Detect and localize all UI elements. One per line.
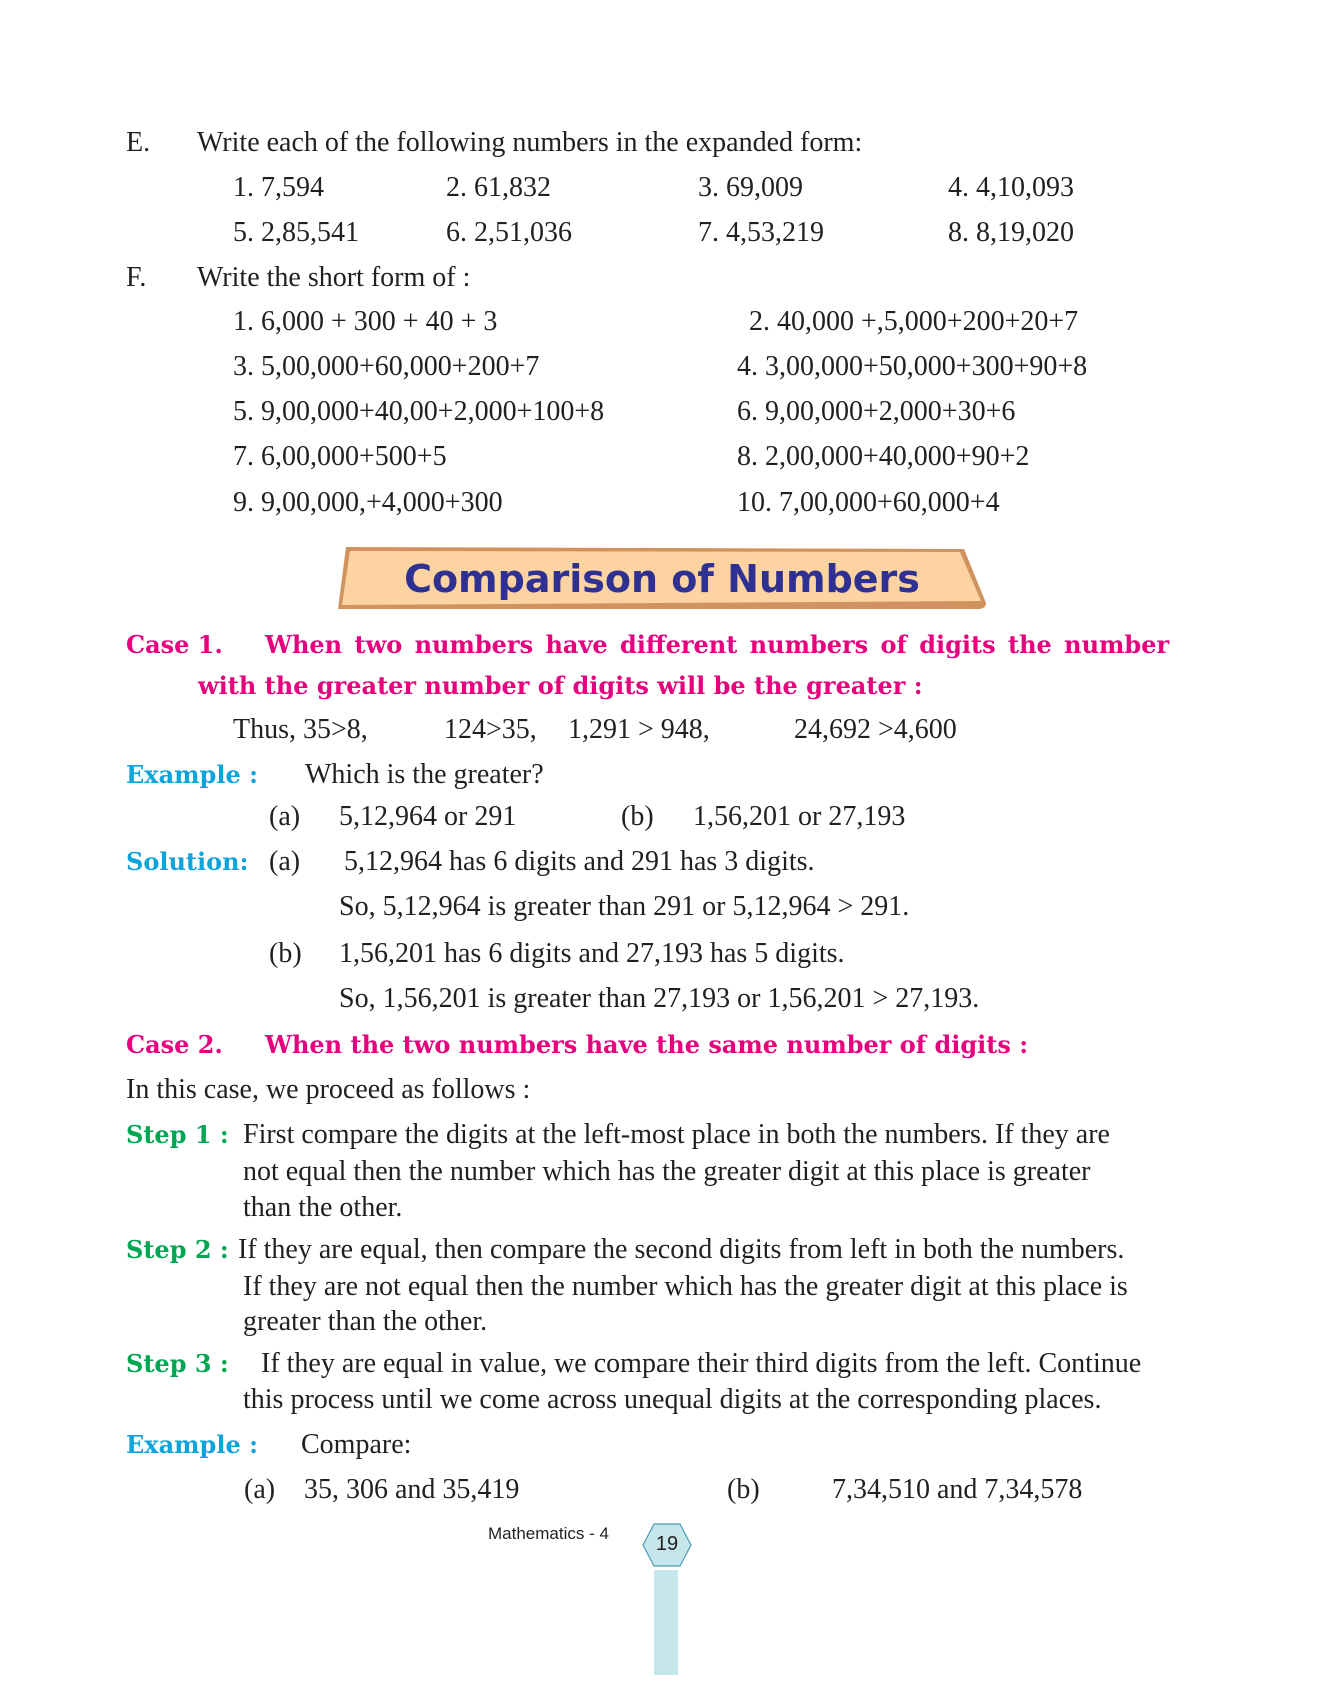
footer-book-title: Mathematics - 4 <box>488 1524 609 1543</box>
case-1-heading: When two numbers have different numbers of digits the number <box>265 630 1170 659</box>
solution-text: 5,12,964 has 6 digits and 291 has 3 digits. <box>344 846 815 877</box>
option-text: 5,12,964 or 291 <box>339 801 517 832</box>
step-text: First compare the digits at the left-most place in both the numbers. If they are <box>243 1119 1110 1150</box>
page-tab-bar <box>654 1570 678 1675</box>
solution-text: So, 1,56,201 is greater than 27,193 or 1,56,201 > 27,193. <box>339 983 980 1014</box>
example-label: Example : <box>126 1430 258 1459</box>
section-banner <box>336 545 988 611</box>
page-number: 19 <box>655 1533 679 1555</box>
case-1-example: Thus, 35>8, <box>233 714 368 745</box>
case-1-label: Case 1. <box>126 630 223 659</box>
solution-part-label: (a) <box>269 846 301 877</box>
case-2-heading: When the two numbers have the same number of digits : <box>265 1030 1029 1059</box>
exercise-item: 1. 7,594 <box>233 172 324 203</box>
step-text: If they are equal, then compare the second digits from left in both the numbers. <box>238 1234 1125 1265</box>
exercise-item: 6. 9,00,000+2,000+30+6 <box>737 396 1016 427</box>
exercise-item: 9. 9,00,000,+4,000+300 <box>233 487 503 518</box>
option-label: (a) <box>269 801 301 832</box>
solution-label: Solution: <box>126 847 249 876</box>
section-e-letter: E. <box>126 127 151 158</box>
exercise-item: 7. 6,00,000+500+5 <box>233 441 447 472</box>
case-2-label: Case 2. <box>126 1030 223 1059</box>
option-label: (b) <box>727 1474 760 1505</box>
solution-text: So, 5,12,964 is greater than 291 or 5,12,964 > 291. <box>339 891 910 922</box>
exercise-item: 3. 69,009 <box>698 172 803 203</box>
example-text: Compare: <box>301 1429 412 1460</box>
step-text: this process until we come across unequal digits at the corresponding places. <box>243 1384 1102 1415</box>
step-text: than the other. <box>243 1192 403 1223</box>
step-1-label: Step 1 : <box>126 1120 229 1149</box>
option-text: 35, 306 and 35,419 <box>304 1474 520 1505</box>
option-text: 7,34,510 and 7,34,578 <box>832 1474 1083 1505</box>
section-f-instruction: Write the short form of : <box>197 262 471 293</box>
exercise-item: 4. 3,00,000+50,000+300+90+8 <box>737 351 1088 382</box>
section-f-letter: F. <box>126 262 147 293</box>
exercise-item: 5. 2,85,541 <box>233 217 359 248</box>
section-title: Comparison of Numbers <box>404 557 920 601</box>
case-1-heading-cont: with the greater number of digits will be the greater : <box>198 671 923 700</box>
example-label: Example : <box>126 760 258 789</box>
exercise-item: 8. 2,00,000+40,000+90+2 <box>737 441 1030 472</box>
exercise-item: 8. 8,19,020 <box>948 217 1074 248</box>
step-3-label: Step 3 : <box>126 1349 229 1378</box>
step-text: not equal then the number which has the greater digit at this place is greater <box>243 1156 1091 1187</box>
option-text: 1,56,201 or 27,193 <box>693 801 906 832</box>
step-text: greater than the other. <box>243 1306 488 1337</box>
solution-part-label: (b) <box>269 938 302 969</box>
example-question: Which is the greater? <box>305 759 544 790</box>
exercise-item: 1. 6,000 + 300 + 40 + 3 <box>233 306 498 337</box>
section-e-instruction: Write each of the following numbers in the expanded form: <box>197 127 863 158</box>
case-2-intro: In this case, we proceed as follows : <box>126 1074 531 1105</box>
option-label: (a) <box>244 1474 276 1505</box>
exercise-item: 7. 4,53,219 <box>698 217 824 248</box>
exercise-item: 3. 5,00,000+60,000+200+7 <box>233 351 540 382</box>
case-1-example: 124>35, <box>444 714 537 745</box>
exercise-item: 4. 4,10,093 <box>948 172 1074 203</box>
exercise-item: 6. 2,51,036 <box>446 217 572 248</box>
case-1-example: 24,692 >4,600 <box>794 714 957 745</box>
step-2-label: Step 2 : <box>126 1235 229 1264</box>
case-1-example: 1,291 > 948, <box>568 714 710 745</box>
exercise-item: 5. 9,00,000+40,00+2,000+100+8 <box>233 396 605 427</box>
exercise-item: 2. 61,832 <box>446 172 551 203</box>
exercise-item: 2. 40,000 +,5,000+200+20+7 <box>749 306 1079 337</box>
solution-text: 1,56,201 has 6 digits and 27,193 has 5 digits. <box>339 938 845 969</box>
option-label: (b) <box>621 801 654 832</box>
step-text: If they are not equal then the number which has the greater digit at this place is <box>243 1271 1128 1302</box>
step-text: If they are equal in value, we compare their third digits from the left. Continue <box>261 1348 1142 1379</box>
exercise-item: 10. 7,00,000+60,000+4 <box>737 487 1000 518</box>
